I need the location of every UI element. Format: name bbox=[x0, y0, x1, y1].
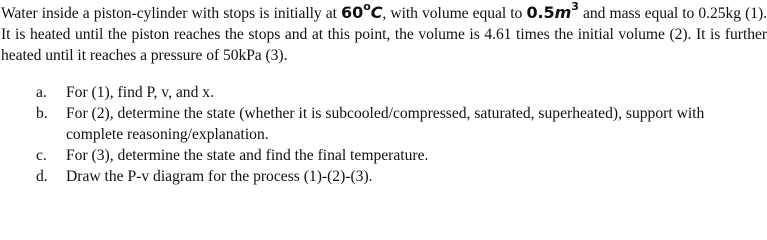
part-text: For (1), find P, v, and x. bbox=[66, 84, 214, 101]
question-parts-list bbox=[0, 82, 767, 187]
part-text: For (2), determine the state (whether it is subcooled/compressed, saturated, superheated), support with complete reasoning/explanation. bbox=[66, 105, 705, 143]
initial-volume bbox=[526, 0, 579, 22]
degree-sign: o bbox=[363, 0, 371, 13]
part-marker: d. bbox=[36, 168, 48, 185]
intro-text-2: , with volume equal to bbox=[382, 5, 527, 22]
question-part-d bbox=[0, 166, 767, 187]
part-marker: b. bbox=[36, 105, 48, 122]
part-marker: a. bbox=[36, 84, 47, 101]
temperature-unit: C bbox=[370, 3, 383, 22]
problem-intro bbox=[0, 0, 767, 66]
temperature-value: 60 bbox=[341, 3, 364, 22]
question-part-a bbox=[0, 82, 767, 103]
part-marker: c. bbox=[36, 147, 47, 164]
volume-exponent: 3 bbox=[571, 0, 579, 13]
volume-unit: m bbox=[554, 3, 572, 22]
initial-temperature bbox=[341, 0, 383, 22]
part-text: For (3), determine the state and find the final temperature. bbox=[66, 147, 429, 164]
part-text: Draw the P-v diagram for the process (1)-(2)-(3). bbox=[66, 168, 373, 185]
intro-text-3: and mass equal to 0.25kg (1). It is heated until the piston reaches the stops and at this point, the volume is 4.61 times the initial volume (2). It is further heated until it reaches a pressure of 50kPa (3). bbox=[1, 5, 767, 64]
volume-value: 0.5 bbox=[526, 3, 555, 22]
intro-text-1: Water inside a piston-cylinder with stops is initially at bbox=[1, 5, 342, 22]
question-part-c bbox=[0, 145, 767, 166]
question-part-b bbox=[0, 103, 767, 145]
